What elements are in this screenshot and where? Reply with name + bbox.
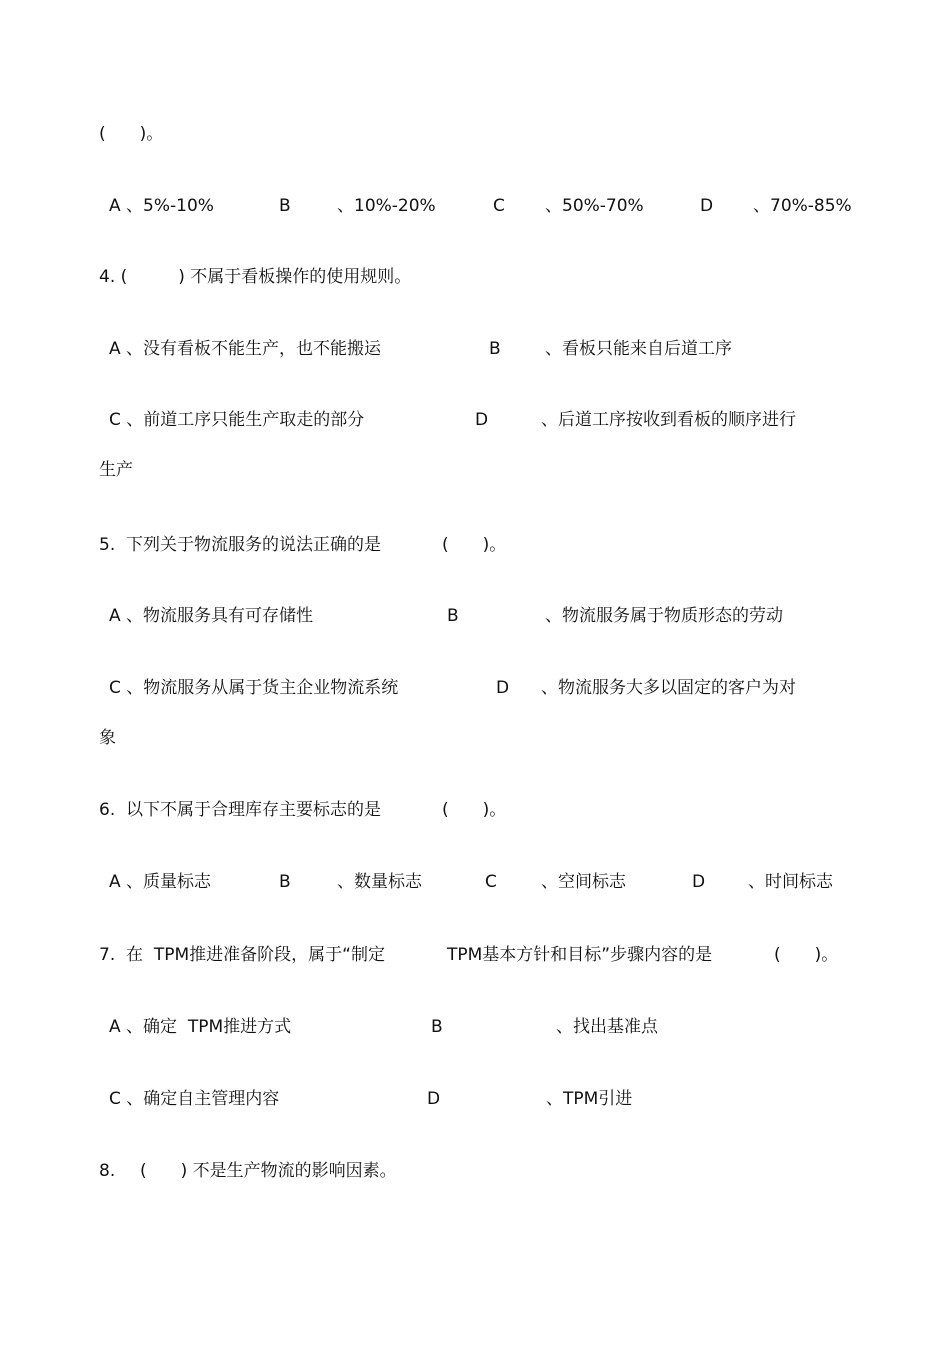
- q6-stem: 6. 以下不属于合理库存主要标志的是: [99, 800, 382, 820]
- q4-option-a: A 、没有看板不能生产，也不能搬运: [109, 339, 382, 359]
- q3-blank: ( )。: [99, 124, 164, 144]
- q3-option-d-text: 、70%-85%: [753, 196, 852, 216]
- q4-option-c: C 、前道工序只能生产取走的部分: [109, 410, 365, 430]
- q6-option-b-text: 、数量标志: [337, 872, 422, 892]
- q5-blank: ( )。: [442, 535, 507, 555]
- q3-option-b-text: 、10%-20%: [337, 196, 436, 216]
- q4-option-b-text: 、看板只能来自后道工序: [545, 339, 732, 359]
- q5-option-d-text: 、物流服务大多以固定的客户为对: [541, 678, 796, 698]
- q6-option-b-letter: B: [279, 872, 291, 892]
- q4-option-d-text: 、后道工序按收到看板的顺序进行: [541, 410, 796, 430]
- q7-option-b-text: 、找出基准点: [556, 1017, 658, 1037]
- q5-option-b-letter: B: [447, 606, 459, 626]
- q7-stem-part2: TPM基本方针和目标”步骤内容的是: [447, 945, 713, 965]
- q7-option-b-letter: B: [431, 1017, 443, 1037]
- q4-stem: 4. ( ) 不属于看板操作的使用规则。: [99, 267, 412, 287]
- q6-option-a: A 、质量标志: [109, 872, 212, 892]
- q4-option-d-wrap: 生产: [99, 460, 133, 480]
- q6-option-c-text: 、空间标志: [541, 872, 626, 892]
- q3-option-b-letter: B: [279, 196, 291, 216]
- q8-stem: ( ) 不是生产物流的影响因素。: [140, 1161, 397, 1181]
- q5-option-c: C 、物流服务从属于货主企业物流系统: [109, 678, 399, 698]
- q5-option-a: A 、物流服务具有可存储性: [109, 606, 314, 626]
- q8-number: 8.: [99, 1161, 116, 1181]
- q7-blank: ( )。: [774, 945, 839, 965]
- q7-option-d-text: 、TPM引进: [546, 1089, 633, 1109]
- q3-option-d-letter: D: [700, 196, 714, 216]
- q4-option-d-letter: D: [475, 410, 489, 430]
- q6-option-c-letter: C: [485, 872, 497, 892]
- q7-option-c: C 、确定自主管理内容: [109, 1089, 280, 1109]
- q6-option-d-text: 、时间标志: [748, 872, 833, 892]
- q7-stem-part1: 7. 在 TPM推进准备阶段，属于“制定: [99, 945, 385, 965]
- q7-option-d-letter: D: [427, 1089, 441, 1109]
- q3-option-a: A 、5%-10%: [109, 196, 214, 216]
- q5-option-d-letter: D: [496, 678, 510, 698]
- q5-stem: 5. 下列关于物流服务的说法正确的是: [99, 535, 382, 555]
- q3-option-c-text: 、50%-70%: [545, 196, 644, 216]
- q6-option-d-letter: D: [692, 872, 706, 892]
- q5-option-d-wrap: 象: [99, 728, 116, 748]
- q4-option-b-letter: B: [489, 339, 501, 359]
- q7-option-a: A 、确定 TPM推进方式: [109, 1017, 292, 1037]
- q5-option-b-text: 、物流服务属于物质形态的劳动: [545, 606, 783, 626]
- q3-option-c-letter: C: [493, 196, 505, 216]
- q6-blank: ( )。: [442, 800, 507, 820]
